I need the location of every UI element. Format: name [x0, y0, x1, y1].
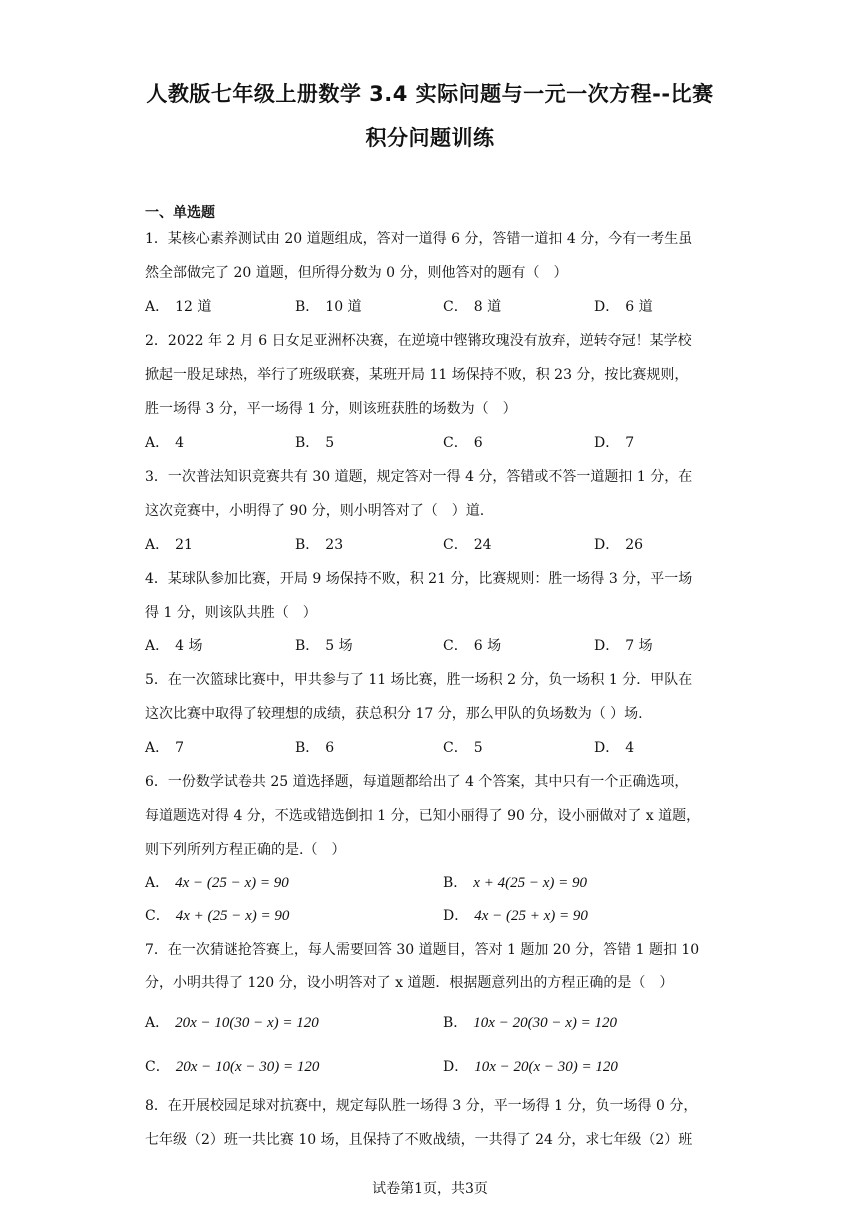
q6-option-a[interactable]: A． 4x − (25 − x) = 90 — [145, 875, 289, 891]
q2-options — [145, 433, 725, 453]
q3-option-a[interactable]: A． 21 — [145, 537, 193, 553]
q7-line-2: 分，小明共得了 120 分，设小明答对了 x 道题．根据题意列出的方程正确的是（ ） — [145, 975, 674, 991]
section-heading: 一、单选题 — [145, 205, 215, 221]
q6-line-1: 6．一份数学试卷共 25 道选择题，每道题都给出了 4 个答案，其中只有一个正确选项， — [145, 774, 689, 790]
q2-line-2: 掀起一股足球热，举行了班级联赛，某班开局 11 场保持不败，积 23 分，按比赛规则， — [145, 367, 689, 383]
q7-line-1: 7．在一次猜谜抢答赛上，每人需要回答 30 道题目，答对 1 题加 20 分，答错 1 题扣 10 — [145, 942, 700, 958]
q8-line-1: 8．在开展校园足球对抗赛中，规定每队胜一场得 3 分，平一场得 1 分，负一场得 0 分， — [145, 1098, 698, 1114]
q3-line-2: 这次竞赛中，小明得了 90 分，则小明答对了（ ）道. — [145, 503, 485, 519]
q5-line-1: 5．在一次篮球比赛中，甲共参与了 11 场比赛，胜一场积 2 分，负一场积 1 分．甲队在 — [145, 672, 693, 688]
q3-option-c[interactable]: C． 24 — [443, 537, 492, 553]
q7-option-d[interactable]: D． 10x − 20(x − 30) = 120 — [443, 1059, 618, 1075]
q5-option-c[interactable]: C． 5 — [443, 740, 483, 756]
q1-option-b[interactable]: B． 10 道 — [295, 299, 362, 315]
q5-line-2: 这次比赛中取得了较理想的成绩，获总积分 17 分，那么甲队的负场数为（ ）场. — [145, 706, 643, 722]
q2-option-d[interactable]: D． 7 — [594, 435, 635, 451]
q1-line-2: 然全部做完了 20 道题，但所得分数为 0 分，则他答对的题有（ ） — [145, 265, 568, 281]
q8-line-2: 七年级（2）班一共比赛 10 场，且保持了不败战绩，一共得了 24 分，求七年级（2）班 — [145, 1132, 693, 1148]
q1-options — [145, 297, 725, 317]
q4-option-a[interactable]: A． 4 场 — [145, 638, 203, 654]
q1-line-1: 1．某核心素养测试由 20 道题组成，答对一道得 6 分，答错一道扣 4 分，今有一考生虽 — [145, 231, 693, 247]
q7-options-row-1 — [145, 1013, 725, 1033]
q3-options — [145, 535, 725, 555]
q7-options-row-2 — [145, 1057, 725, 1077]
q3-option-d[interactable]: D． 26 — [594, 537, 644, 553]
q2-option-a[interactable]: A． 4 — [145, 435, 185, 451]
q2-line-1: 2．2022 年 2 月 6 日女足亚洲杯决赛，在逆境中铿锵玫瑰没有放弃，逆转夺冠！某学校 — [145, 333, 692, 349]
q4-line-2: 得 1 分，则该队共胜（ ） — [145, 605, 317, 621]
q7-option-b[interactable]: B． 10x − 20(30 − x) = 120 — [443, 1015, 617, 1031]
q2-option-b[interactable]: B． 5 — [295, 435, 335, 451]
q6-options-row-2 — [145, 906, 725, 926]
q5-option-d[interactable]: D． 4 — [594, 740, 635, 756]
q5-option-b[interactable]: B． 6 — [295, 740, 335, 756]
q5-option-a[interactable]: A． 7 — [145, 740, 185, 756]
q6-line-2: 每道题选对得 4 分，不选或错选倒扣 1 分，已知小丽得了 90 分，设小丽做对了 x 道题， — [145, 808, 701, 824]
q2-option-c[interactable]: C． 6 — [443, 435, 483, 451]
q1-option-d[interactable]: D． 6 道 — [594, 299, 653, 315]
q7-option-c[interactable]: C． 20x − 10(x − 30) = 120 — [145, 1059, 320, 1075]
q4-option-b[interactable]: B． 5 场 — [295, 638, 353, 654]
q6-options-row-1 — [145, 873, 725, 893]
q2-line-3: 胜一场得 3 分，平一场得 1 分，则该班获胜的场数为（ ） — [145, 401, 517, 417]
page-title-line-2: 积分问题训练 — [365, 126, 495, 150]
page-title-line-1: 人教版七年级上册数学 3.4 实际问题与一元一次方程--比赛 — [146, 82, 714, 106]
q6-line-3: 则下列所列方程正确的是.（ ） — [145, 842, 346, 858]
q6-option-c[interactable]: C． 4x + (25 − x) = 90 — [145, 908, 290, 924]
q4-option-d[interactable]: D． 7 场 — [594, 638, 653, 654]
q6-option-d[interactable]: D． 4x − (25 + x) = 90 — [443, 908, 588, 924]
q7-option-a[interactable]: A． 20x − 10(30 − x) = 120 — [145, 1015, 319, 1031]
q3-line-1: 3．一次普法知识竞赛共有 30 道题，规定答对一得 4 分，答错或不答一道题扣 1 分，在 — [145, 469, 693, 485]
q4-line-1: 4．某球队参加比赛，开局 9 场保持不败，积 21 分，比赛规则：胜一场得 3 分，平一场 — [145, 571, 693, 587]
q4-option-c[interactable]: C． 6 场 — [443, 638, 502, 654]
q4-options — [145, 636, 725, 656]
q5-options — [145, 738, 725, 758]
q1-option-a[interactable]: A． 12 道 — [145, 299, 212, 315]
q6-option-b[interactable]: B． x + 4(25 − x) = 90 — [443, 875, 587, 891]
page-footer: 试卷第1页，共3页 — [372, 1181, 488, 1197]
q3-option-b[interactable]: B． 23 — [295, 537, 344, 553]
q1-option-c[interactable]: C． 8 道 — [443, 299, 502, 315]
